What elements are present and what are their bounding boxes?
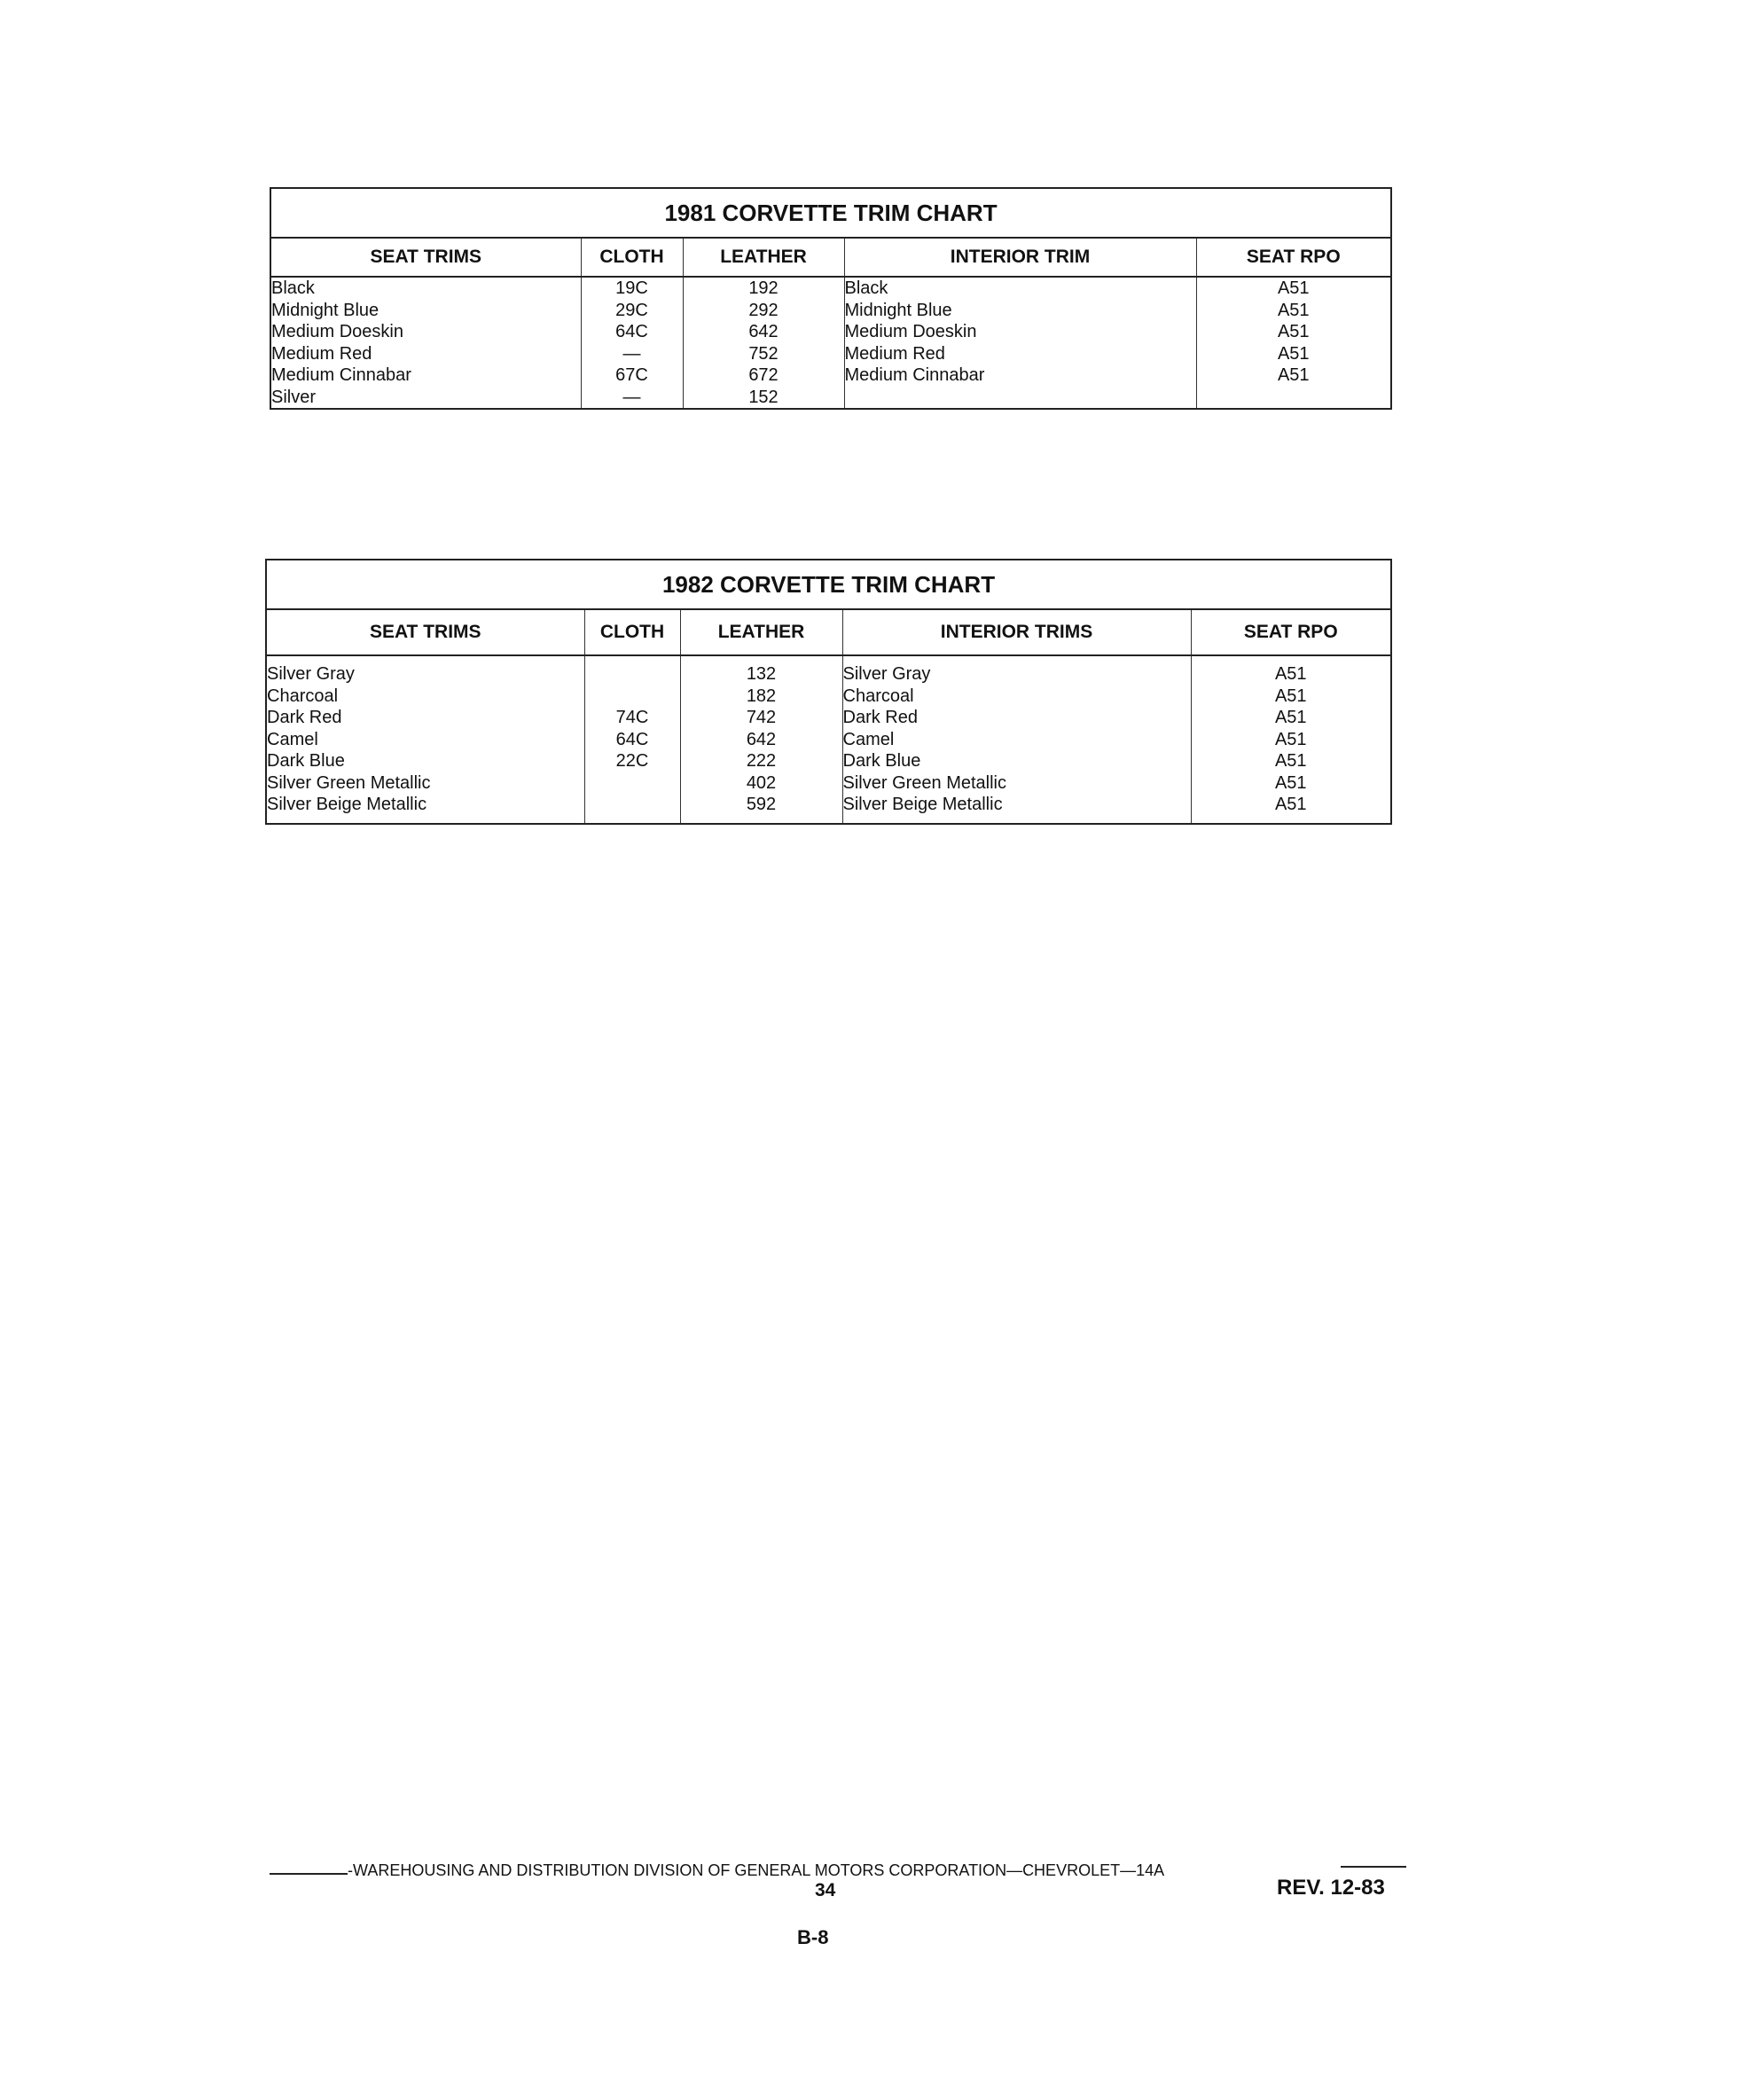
interior-trim-cell: Charcoal (842, 686, 914, 706)
leather-cell: 132 (746, 664, 777, 684)
seat-rpo-cell: A51 (1277, 365, 1310, 385)
interior-trim-cell: Black (844, 278, 888, 298)
seat-trims-column (270, 277, 581, 409)
seat-rpo-cell: A51 (1277, 300, 1310, 320)
interior-trim-cell: Midnight Blue (844, 300, 952, 320)
column-header-seat-trims: SEAT TRIMS (270, 238, 581, 277)
leather-column (680, 655, 842, 824)
cloth-cell: — (622, 343, 641, 364)
leather-cell: 642 (746, 729, 777, 749)
trim-chart-1982 (265, 559, 1392, 825)
column-header-leather: LEATHER (680, 609, 842, 655)
footer-org-line: -WAREHOUSING AND DISTRIBUTION DIVISION OF GENERAL MOTORS CORPORATION—CHEVROLET—14A (348, 1861, 1165, 1879)
column-header-cloth: CLOTH (584, 609, 680, 655)
seat-trim-cell: Medium Red (271, 343, 372, 364)
cloth-cell: 29C (615, 300, 648, 320)
interior-trim-cell: Silver Beige Metallic (842, 795, 1003, 814)
cloth-column (584, 655, 680, 824)
interior-trim-cell: Camel (842, 729, 895, 749)
leather-cell: 402 (746, 772, 777, 793)
seat-rpo-cell: A51 (1274, 708, 1307, 727)
revision-label: REV. 12-83 (1277, 1876, 1385, 1900)
leather-cell: 742 (746, 708, 777, 727)
seat-rpo-cell: A51 (1274, 664, 1307, 684)
column-header-seat-trims: SEAT TRIMS (266, 609, 584, 655)
column-header-seat-rpo: SEAT RPO (1191, 609, 1391, 655)
leather-cell: 182 (746, 686, 777, 706)
column-header-seat-rpo: SEAT RPO (1196, 238, 1391, 277)
seat-trim-cell: Dark Blue (267, 751, 345, 771)
seat-trim-cell: Silver Green Metallic (267, 772, 431, 793)
chart-title: 1981 CORVETTE TRIM CHART (270, 188, 1391, 238)
seat-rpo-cell: A51 (1277, 278, 1310, 298)
interior-trims-column (842, 655, 1191, 824)
leather-cell: 642 (748, 322, 779, 341)
seat-trim-cell: Silver Beige Metallic (267, 795, 427, 814)
column-header-leather: LEATHER (683, 238, 844, 277)
interior-trim-cell: Medium Cinnabar (844, 365, 985, 385)
leather-cell: 672 (748, 365, 779, 385)
seat-trim-cell: Charcoal (267, 686, 339, 706)
leather-cell: 222 (746, 751, 777, 771)
cloth-cell (585, 686, 680, 708)
section-number: B-8 (797, 1926, 829, 1948)
cloth-column (581, 277, 683, 409)
leather-cell: 192 (748, 278, 779, 298)
cloth-cell: 64C (615, 322, 648, 341)
seat-rpo-cell: A51 (1274, 772, 1307, 793)
footer-rule-left (270, 1873, 348, 1875)
seat-trims-column (266, 655, 584, 824)
seat-trim-cell: Camel (267, 729, 318, 749)
interior-trim-column (844, 277, 1196, 409)
seat-trim-cell: Midnight Blue (271, 300, 380, 320)
cloth-cell: 64C (615, 729, 649, 749)
interior-trim-cell: Dark Red (842, 708, 918, 727)
cloth-cell: 74C (615, 708, 649, 727)
cloth-cell: — (622, 387, 641, 407)
seat-rpo-column (1196, 277, 1391, 409)
seat-trim-cell: Silver Gray (267, 664, 355, 684)
interior-trim-cell: Silver Green Metallic (842, 772, 1007, 793)
seat-trim-cell: Medium Doeskin (271, 322, 403, 341)
interior-trim-cell: Medium Red (844, 343, 945, 364)
seat-rpo-cell: A51 (1277, 322, 1310, 341)
column-header-cloth: CLOTH (581, 238, 683, 277)
seat-rpo-cell: A51 (1274, 795, 1307, 814)
cloth-cell (585, 794, 680, 816)
leather-cell: 152 (748, 387, 779, 407)
seat-rpo-cell: A51 (1274, 729, 1307, 749)
leather-cell: 592 (746, 795, 777, 814)
leather-cell: 752 (748, 343, 779, 364)
seat-trim-cell: Silver (271, 387, 317, 407)
seat-rpo-cell: A51 (1274, 686, 1307, 706)
column-header-interior-trim: INTERIOR TRIM (844, 238, 1196, 277)
seat-rpo-cell: A51 (1277, 343, 1310, 364)
footer-rule-right (1341, 1866, 1406, 1868)
seat-trim-cell: Black (271, 278, 315, 298)
cloth-cell: 67C (615, 365, 648, 385)
leather-column (683, 277, 844, 409)
interior-trim-cell: Dark Blue (842, 751, 921, 771)
page-number: 34 (815, 1880, 836, 1900)
column-header-interior-trims: INTERIOR TRIMS (842, 609, 1191, 655)
interior-trim-cell: Silver Gray (842, 664, 931, 684)
chart-title: 1982 CORVETTE TRIM CHART (266, 560, 1391, 609)
seat-rpo-cell: A51 (1274, 751, 1307, 771)
seat-rpo-column (1191, 655, 1391, 824)
cloth-cell (585, 772, 680, 795)
trim-chart-1981 (270, 187, 1392, 410)
seat-trim-cell: Dark Red (267, 708, 342, 727)
seat-trim-cell: Medium Cinnabar (271, 365, 411, 385)
cloth-cell: 22C (615, 751, 649, 771)
leather-cell: 292 (748, 300, 779, 320)
cloth-cell: 19C (615, 278, 648, 298)
cloth-cell (585, 663, 680, 686)
interior-trim-cell: Medium Doeskin (844, 322, 977, 341)
